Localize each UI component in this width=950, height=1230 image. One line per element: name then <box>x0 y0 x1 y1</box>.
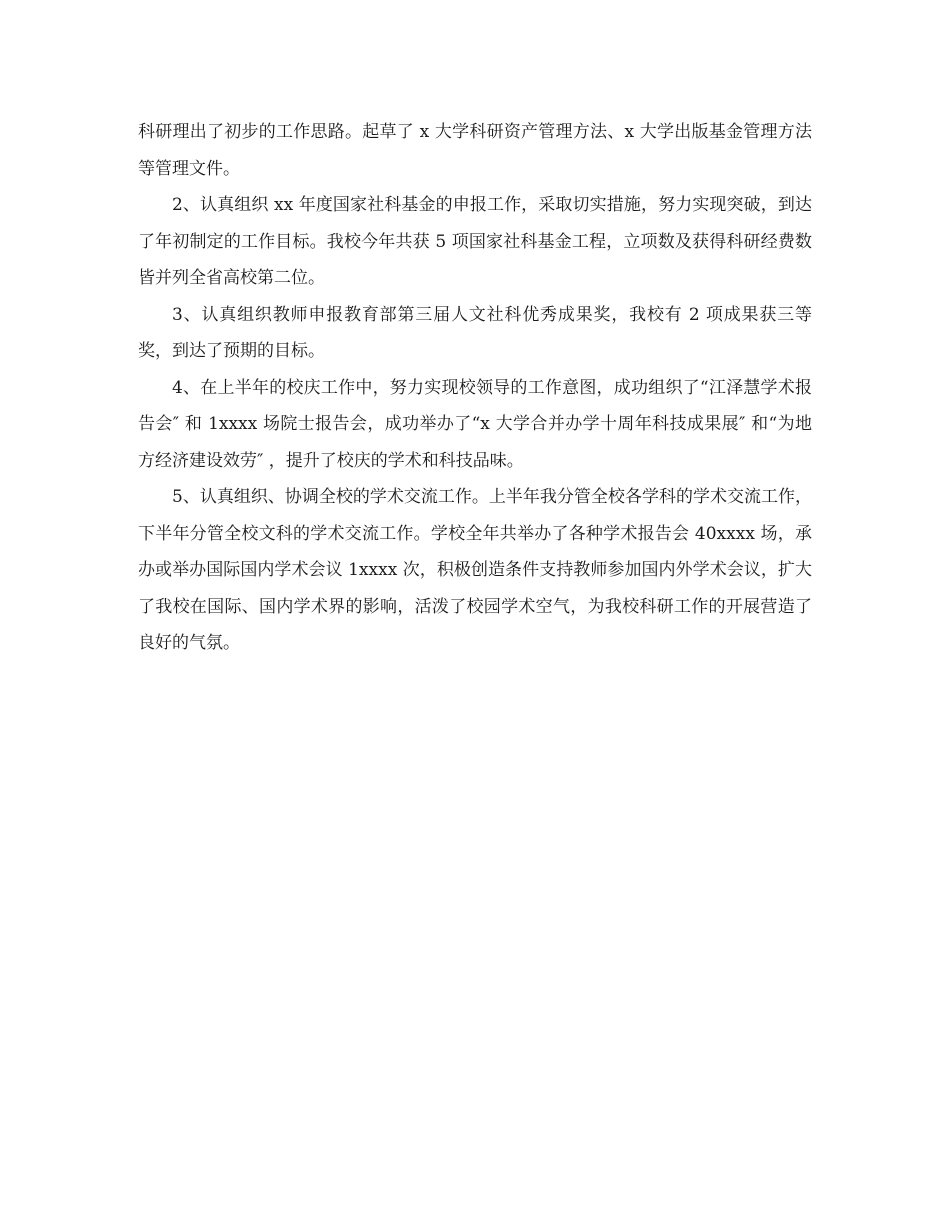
paragraph-item-3: 3、认真组织教师申报教育部第三届人文社科优秀成果奖，我校有 2 项成果获三等奖，到达了预期的目标。 <box>138 304 812 361</box>
paragraph-item-4: 4、在上半年的校庆工作中，努力实现校领导的工作意图，成功组织了“江泽慧学术报告会″ 和 1xxxx 场院士报告会，成功举办了“x 大学合并办学十周年科技成果展″ 和“为地方经济建设效劳″ ，提升了校庆的学术和科技品味。 <box>138 377 812 471</box>
document-body <box>138 114 812 662</box>
paragraph-continuation: 科研理出了初步的工作思路。起草了 x 大学科研资产管理方法、x 大学出版基金管理方法等管理文件。 <box>138 122 812 179</box>
paragraph-item-2: 2、认真组织 xx 年度国家社科基金的申报工作，采取切实措施，努力实现突破，到达了年初制定的工作目标。我校今年共获 5 项国家社科基金工程，立项数及获得科研经费数皆并列全省高校第二位。 <box>138 195 812 288</box>
paragraph-item-5: 5、认真组织、协调全校的学术交流工作。上半年我分管全校各学科的学术交流工作，下半年分管全校文科的学术交流工作。学校全年共举办了各种学术报告会 40xxxx 场，承办或举办国际国内学术会议 1xxxx 次，积极创造条件支持教师参加国内外学术会议，扩大了我校在国际、国内学术界的影响，活泼了校园学术空气，为我校科研工作的开展营造了良好的气氛。 <box>138 487 812 653</box>
